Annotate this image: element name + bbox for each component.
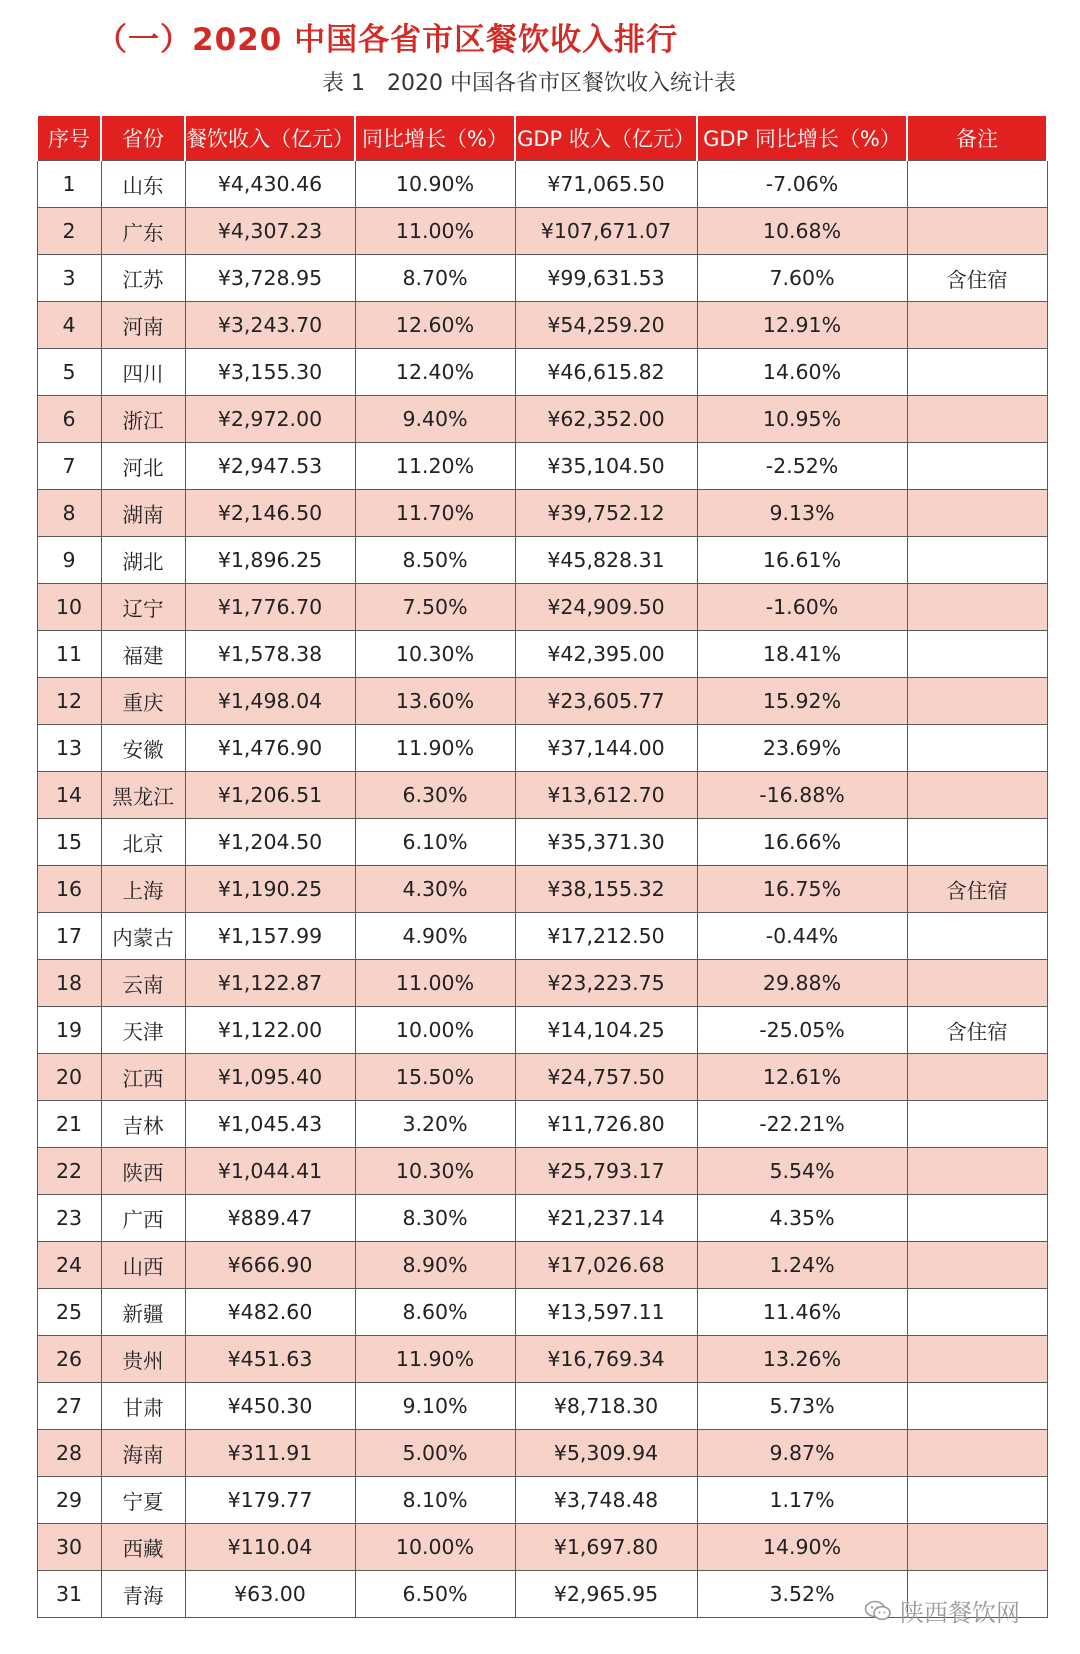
cell-gdp-revenue: ¥16,769.34 — [515, 1336, 697, 1383]
cell-gdp-revenue: ¥99,631.53 — [515, 255, 697, 302]
cell-province: 云南 — [101, 960, 185, 1007]
cell-yoy-growth: 6.10% — [355, 819, 515, 866]
cell-yoy-growth: 8.90% — [355, 1242, 515, 1289]
cell-rank: 6 — [37, 396, 101, 443]
cell-remark — [907, 1195, 1047, 1242]
cell-gdp-revenue: ¥5,309.94 — [515, 1430, 697, 1477]
cell-gdp-yoy-growth: 1.17% — [697, 1477, 907, 1524]
cell-remark — [907, 1524, 1047, 1571]
cell-rank: 22 — [37, 1148, 101, 1195]
table-row — [37, 819, 1047, 866]
cell-gdp-yoy-growth: -16.88% — [697, 772, 907, 819]
cell-yoy-growth: 10.00% — [355, 1007, 515, 1054]
cell-catering-revenue: ¥1,206.51 — [185, 772, 355, 819]
cell-gdp-yoy-growth: 12.91% — [697, 302, 907, 349]
cell-remark — [907, 584, 1047, 631]
table-row — [37, 302, 1047, 349]
cell-rank: 23 — [37, 1195, 101, 1242]
cell-catering-revenue: ¥1,476.90 — [185, 725, 355, 772]
cell-rank: 17 — [37, 913, 101, 960]
cell-rank: 14 — [37, 772, 101, 819]
cell-province: 陕西 — [101, 1148, 185, 1195]
table-row — [37, 1477, 1047, 1524]
cell-gdp-yoy-growth: 4.35% — [697, 1195, 907, 1242]
cell-gdp-revenue: ¥23,605.77 — [515, 678, 697, 725]
cell-province: 上海 — [101, 866, 185, 913]
cell-catering-revenue: ¥3,728.95 — [185, 255, 355, 302]
cell-gdp-yoy-growth: 18.41% — [697, 631, 907, 678]
table-row — [37, 960, 1047, 1007]
wechat-icon — [864, 1600, 892, 1622]
catering-revenue-table — [36, 116, 1048, 1618]
cell-gdp-yoy-growth: 5.54% — [697, 1148, 907, 1195]
cell-province: 北京 — [101, 819, 185, 866]
table-row — [37, 1195, 1047, 1242]
cell-yoy-growth: 8.60% — [355, 1289, 515, 1336]
cell-gdp-yoy-growth: 9.87% — [697, 1430, 907, 1477]
cell-gdp-revenue: ¥8,718.30 — [515, 1383, 697, 1430]
header-yoy-growth: 同比增长（%） — [355, 116, 515, 161]
table-body — [37, 161, 1047, 1618]
cell-remark — [907, 1336, 1047, 1383]
table-row — [37, 1242, 1047, 1289]
cell-rank: 9 — [37, 537, 101, 584]
cell-gdp-revenue: ¥39,752.12 — [515, 490, 697, 537]
cell-yoy-growth: 8.50% — [355, 537, 515, 584]
cell-gdp-revenue: ¥24,909.50 — [515, 584, 697, 631]
cell-province: 海南 — [101, 1430, 185, 1477]
cell-rank: 31 — [37, 1571, 101, 1618]
cell-province: 湖北 — [101, 537, 185, 584]
header-gdp-yoy-growth: GDP 同比增长（%） — [697, 116, 907, 161]
cell-gdp-revenue: ¥1,697.80 — [515, 1524, 697, 1571]
cell-gdp-revenue: ¥13,612.70 — [515, 772, 697, 819]
table-row — [37, 490, 1047, 537]
cell-province: 新疆 — [101, 1289, 185, 1336]
cell-gdp-yoy-growth: 23.69% — [697, 725, 907, 772]
table-caption — [0, 66, 1080, 97]
table-row — [37, 913, 1047, 960]
cell-catering-revenue: ¥1,896.25 — [185, 537, 355, 584]
cell-yoy-growth: 10.00% — [355, 1524, 515, 1571]
table-row — [37, 1430, 1047, 1477]
cell-gdp-yoy-growth: 13.26% — [697, 1336, 907, 1383]
table-row — [37, 443, 1047, 490]
cell-catering-revenue: ¥2,146.50 — [185, 490, 355, 537]
cell-gdp-revenue: ¥2,965.95 — [515, 1571, 697, 1618]
table-row — [37, 255, 1047, 302]
cell-province: 贵州 — [101, 1336, 185, 1383]
cell-yoy-growth: 12.60% — [355, 302, 515, 349]
table-caption-label: 表 1 — [322, 71, 365, 96]
table-row — [37, 1289, 1047, 1336]
cell-province: 青海 — [101, 1571, 185, 1618]
cell-gdp-revenue: ¥17,026.68 — [515, 1242, 697, 1289]
cell-gdp-yoy-growth: 10.68% — [697, 208, 907, 255]
cell-catering-revenue: ¥889.47 — [185, 1195, 355, 1242]
cell-remark — [907, 1101, 1047, 1148]
cell-rank: 1 — [37, 161, 101, 208]
cell-gdp-yoy-growth: 14.60% — [697, 349, 907, 396]
cell-province: 宁夏 — [101, 1477, 185, 1524]
cell-gdp-yoy-growth: 10.95% — [697, 396, 907, 443]
table-row — [37, 725, 1047, 772]
cell-rank: 29 — [37, 1477, 101, 1524]
cell-rank: 27 — [37, 1383, 101, 1430]
cell-rank: 21 — [37, 1101, 101, 1148]
cell-yoy-growth: 11.00% — [355, 208, 515, 255]
cell-province: 内蒙古 — [101, 913, 185, 960]
cell-catering-revenue: ¥1,776.70 — [185, 584, 355, 631]
cell-gdp-revenue: ¥3,748.48 — [515, 1477, 697, 1524]
cell-gdp-revenue: ¥24,757.50 — [515, 1054, 697, 1101]
cell-yoy-growth: 6.30% — [355, 772, 515, 819]
cell-catering-revenue: ¥1,498.04 — [185, 678, 355, 725]
cell-rank: 5 — [37, 349, 101, 396]
cell-province: 黑龙江 — [101, 772, 185, 819]
cell-remark — [907, 490, 1047, 537]
cell-remark — [907, 349, 1047, 396]
cell-province: 吉林 — [101, 1101, 185, 1148]
cell-remark — [907, 537, 1047, 584]
cell-yoy-growth: 10.30% — [355, 1148, 515, 1195]
cell-catering-revenue: ¥666.90 — [185, 1242, 355, 1289]
cell-gdp-revenue: ¥25,793.17 — [515, 1148, 697, 1195]
cell-gdp-yoy-growth: 15.92% — [697, 678, 907, 725]
table-row — [37, 1383, 1047, 1430]
cell-gdp-revenue: ¥23,223.75 — [515, 960, 697, 1007]
cell-rank: 8 — [37, 490, 101, 537]
cell-catering-revenue: ¥110.04 — [185, 1524, 355, 1571]
cell-gdp-yoy-growth: 12.61% — [697, 1054, 907, 1101]
cell-yoy-growth: 11.70% — [355, 490, 515, 537]
cell-gdp-revenue: ¥37,144.00 — [515, 725, 697, 772]
cell-remark — [907, 819, 1047, 866]
table-row — [37, 208, 1047, 255]
cell-rank: 28 — [37, 1430, 101, 1477]
cell-catering-revenue: ¥63.00 — [185, 1571, 355, 1618]
cell-gdp-yoy-growth: 16.61% — [697, 537, 907, 584]
cell-catering-revenue: ¥1,095.40 — [185, 1054, 355, 1101]
cell-yoy-growth: 4.90% — [355, 913, 515, 960]
cell-province: 福建 — [101, 631, 185, 678]
cell-remark: 含住宿 — [907, 255, 1047, 302]
cell-catering-revenue: ¥482.60 — [185, 1289, 355, 1336]
cell-rank: 7 — [37, 443, 101, 490]
cell-province: 甘肃 — [101, 1383, 185, 1430]
cell-remark — [907, 1383, 1047, 1430]
cell-remark: 含住宿 — [907, 1007, 1047, 1054]
cell-gdp-revenue: ¥71,065.50 — [515, 161, 697, 208]
cell-catering-revenue: ¥2,947.53 — [185, 443, 355, 490]
cell-yoy-growth: 5.00% — [355, 1430, 515, 1477]
cell-province: 山东 — [101, 161, 185, 208]
table-row — [37, 678, 1047, 725]
cell-rank: 12 — [37, 678, 101, 725]
cell-province: 河北 — [101, 443, 185, 490]
cell-gdp-yoy-growth: 29.88% — [697, 960, 907, 1007]
cell-gdp-yoy-growth: 5.73% — [697, 1383, 907, 1430]
cell-rank: 19 — [37, 1007, 101, 1054]
cell-catering-revenue: ¥450.30 — [185, 1383, 355, 1430]
cell-catering-revenue: ¥3,155.30 — [185, 349, 355, 396]
cell-remark — [907, 1054, 1047, 1101]
cell-catering-revenue: ¥1,045.43 — [185, 1101, 355, 1148]
cell-remark — [907, 913, 1047, 960]
table-row — [37, 1336, 1047, 1383]
cell-province: 浙江 — [101, 396, 185, 443]
cell-remark — [907, 960, 1047, 1007]
cell-gdp-yoy-growth: 3.52% — [697, 1571, 907, 1618]
table-row — [37, 396, 1047, 443]
cell-yoy-growth: 7.50% — [355, 584, 515, 631]
cell-catering-revenue: ¥4,307.23 — [185, 208, 355, 255]
cell-yoy-growth: 11.90% — [355, 725, 515, 772]
cell-remark — [907, 161, 1047, 208]
watermark — [864, 1593, 1020, 1628]
cell-catering-revenue: ¥179.77 — [185, 1477, 355, 1524]
cell-remark — [907, 772, 1047, 819]
cell-remark — [907, 678, 1047, 725]
cell-gdp-yoy-growth: -25.05% — [697, 1007, 907, 1054]
cell-gdp-yoy-growth: 7.60% — [697, 255, 907, 302]
cell-remark — [907, 631, 1047, 678]
cell-catering-revenue: ¥451.63 — [185, 1336, 355, 1383]
cell-gdp-revenue: ¥13,597.11 — [515, 1289, 697, 1336]
cell-rank: 3 — [37, 255, 101, 302]
cell-gdp-revenue: ¥45,828.31 — [515, 537, 697, 584]
table-row — [37, 1524, 1047, 1571]
table-row — [37, 1007, 1047, 1054]
cell-province: 湖南 — [101, 490, 185, 537]
cell-province: 安徽 — [101, 725, 185, 772]
cell-remark — [907, 1242, 1047, 1289]
cell-catering-revenue: ¥1,122.00 — [185, 1007, 355, 1054]
cell-catering-revenue: ¥1,190.25 — [185, 866, 355, 913]
cell-gdp-revenue: ¥17,212.50 — [515, 913, 697, 960]
cell-rank: 25 — [37, 1289, 101, 1336]
cell-province: 广东 — [101, 208, 185, 255]
table-row — [37, 631, 1047, 678]
cell-gdp-revenue: ¥42,395.00 — [515, 631, 697, 678]
cell-catering-revenue: ¥1,122.87 — [185, 960, 355, 1007]
cell-gdp-revenue: ¥54,259.20 — [515, 302, 697, 349]
watermark-text: 陕西餐饮网 — [900, 1599, 1020, 1627]
cell-yoy-growth: 13.60% — [355, 678, 515, 725]
cell-province: 江苏 — [101, 255, 185, 302]
table-row — [37, 537, 1047, 584]
cell-catering-revenue: ¥3,243.70 — [185, 302, 355, 349]
header-province: 省份 — [101, 116, 185, 161]
cell-province: 山西 — [101, 1242, 185, 1289]
cell-rank: 30 — [37, 1524, 101, 1571]
cell-gdp-yoy-growth: -2.52% — [697, 443, 907, 490]
cell-yoy-growth: 8.30% — [355, 1195, 515, 1242]
page-heading: （一）2020 中国各省市区餐饮收入排行 — [96, 22, 679, 58]
cell-yoy-growth: 10.90% — [355, 161, 515, 208]
table-row — [37, 1054, 1047, 1101]
cell-remark — [907, 1148, 1047, 1195]
cell-catering-revenue: ¥1,204.50 — [185, 819, 355, 866]
header-gdp-revenue: GDP 收入（亿元） — [515, 116, 697, 161]
cell-province: 天津 — [101, 1007, 185, 1054]
cell-gdp-revenue: ¥107,671.07 — [515, 208, 697, 255]
cell-remark — [907, 1430, 1047, 1477]
cell-remark — [907, 396, 1047, 443]
cell-catering-revenue: ¥4,430.46 — [185, 161, 355, 208]
cell-gdp-yoy-growth: 16.66% — [697, 819, 907, 866]
cell-gdp-revenue: ¥38,155.32 — [515, 866, 697, 913]
cell-yoy-growth: 11.20% — [355, 443, 515, 490]
cell-yoy-growth: 8.10% — [355, 1477, 515, 1524]
cell-rank: 15 — [37, 819, 101, 866]
table-row — [37, 161, 1047, 208]
cell-gdp-yoy-growth: 9.13% — [697, 490, 907, 537]
cell-rank: 4 — [37, 302, 101, 349]
cell-province: 辽宁 — [101, 584, 185, 631]
cell-remark — [907, 1289, 1047, 1336]
cell-yoy-growth: 11.00% — [355, 960, 515, 1007]
cell-yoy-growth: 4.30% — [355, 866, 515, 913]
cell-rank: 24 — [37, 1242, 101, 1289]
cell-gdp-revenue: ¥35,104.50 — [515, 443, 697, 490]
cell-catering-revenue: ¥311.91 — [185, 1430, 355, 1477]
cell-province: 重庆 — [101, 678, 185, 725]
cell-rank: 16 — [37, 866, 101, 913]
cell-rank: 2 — [37, 208, 101, 255]
table-row — [37, 349, 1047, 396]
cell-catering-revenue: ¥1,157.99 — [185, 913, 355, 960]
cell-gdp-revenue: ¥14,104.25 — [515, 1007, 697, 1054]
cell-rank: 11 — [37, 631, 101, 678]
table-row — [37, 1148, 1047, 1195]
cell-yoy-growth: 12.40% — [355, 349, 515, 396]
cell-remark — [907, 302, 1047, 349]
cell-yoy-growth: 6.50% — [355, 1571, 515, 1618]
cell-catering-revenue: ¥1,578.38 — [185, 631, 355, 678]
cell-yoy-growth: 9.40% — [355, 396, 515, 443]
header-catering-revenue: 餐饮收入（亿元） — [185, 116, 355, 161]
cell-gdp-revenue: ¥21,237.14 — [515, 1195, 697, 1242]
cell-yoy-growth: 8.70% — [355, 255, 515, 302]
cell-gdp-yoy-growth: -7.06% — [697, 161, 907, 208]
cell-remark — [907, 443, 1047, 490]
cell-gdp-revenue: ¥46,615.82 — [515, 349, 697, 396]
table-header-row — [37, 116, 1047, 161]
cell-province: 江西 — [101, 1054, 185, 1101]
cell-gdp-yoy-growth: -22.21% — [697, 1101, 907, 1148]
cell-gdp-revenue: ¥35,371.30 — [515, 819, 697, 866]
cell-catering-revenue: ¥2,972.00 — [185, 396, 355, 443]
table-row — [37, 866, 1047, 913]
cell-yoy-growth: 11.90% — [355, 1336, 515, 1383]
cell-province: 四川 — [101, 349, 185, 396]
cell-province: 河南 — [101, 302, 185, 349]
cell-remark: 含住宿 — [907, 866, 1047, 913]
header-remark: 备注 — [907, 116, 1047, 161]
cell-rank: 10 — [37, 584, 101, 631]
cell-gdp-yoy-growth: 16.75% — [697, 866, 907, 913]
cell-gdp-yoy-growth: -0.44% — [697, 913, 907, 960]
cell-rank: 26 — [37, 1336, 101, 1383]
cell-yoy-growth: 15.50% — [355, 1054, 515, 1101]
cell-remark — [907, 208, 1047, 255]
header-rank: 序号 — [37, 116, 101, 161]
table-caption-title: 2020 中国各省市区餐饮收入统计表 — [387, 71, 736, 96]
cell-yoy-growth: 9.10% — [355, 1383, 515, 1430]
table-row — [37, 584, 1047, 631]
cell-gdp-yoy-growth: 11.46% — [697, 1289, 907, 1336]
cell-gdp-yoy-growth: 1.24% — [697, 1242, 907, 1289]
table-row — [37, 772, 1047, 819]
cell-catering-revenue: ¥1,044.41 — [185, 1148, 355, 1195]
cell-yoy-growth: 10.30% — [355, 631, 515, 678]
cell-province: 西藏 — [101, 1524, 185, 1571]
cell-gdp-yoy-growth: 14.90% — [697, 1524, 907, 1571]
cell-rank: 13 — [37, 725, 101, 772]
cell-province: 广西 — [101, 1195, 185, 1242]
cell-rank: 20 — [37, 1054, 101, 1101]
cell-gdp-yoy-growth: -1.60% — [697, 584, 907, 631]
cell-gdp-revenue: ¥11,726.80 — [515, 1101, 697, 1148]
cell-remark — [907, 1477, 1047, 1524]
table-row — [37, 1101, 1047, 1148]
cell-remark — [907, 725, 1047, 772]
cell-yoy-growth: 3.20% — [355, 1101, 515, 1148]
cell-rank: 18 — [37, 960, 101, 1007]
cell-gdp-revenue: ¥62,352.00 — [515, 396, 697, 443]
